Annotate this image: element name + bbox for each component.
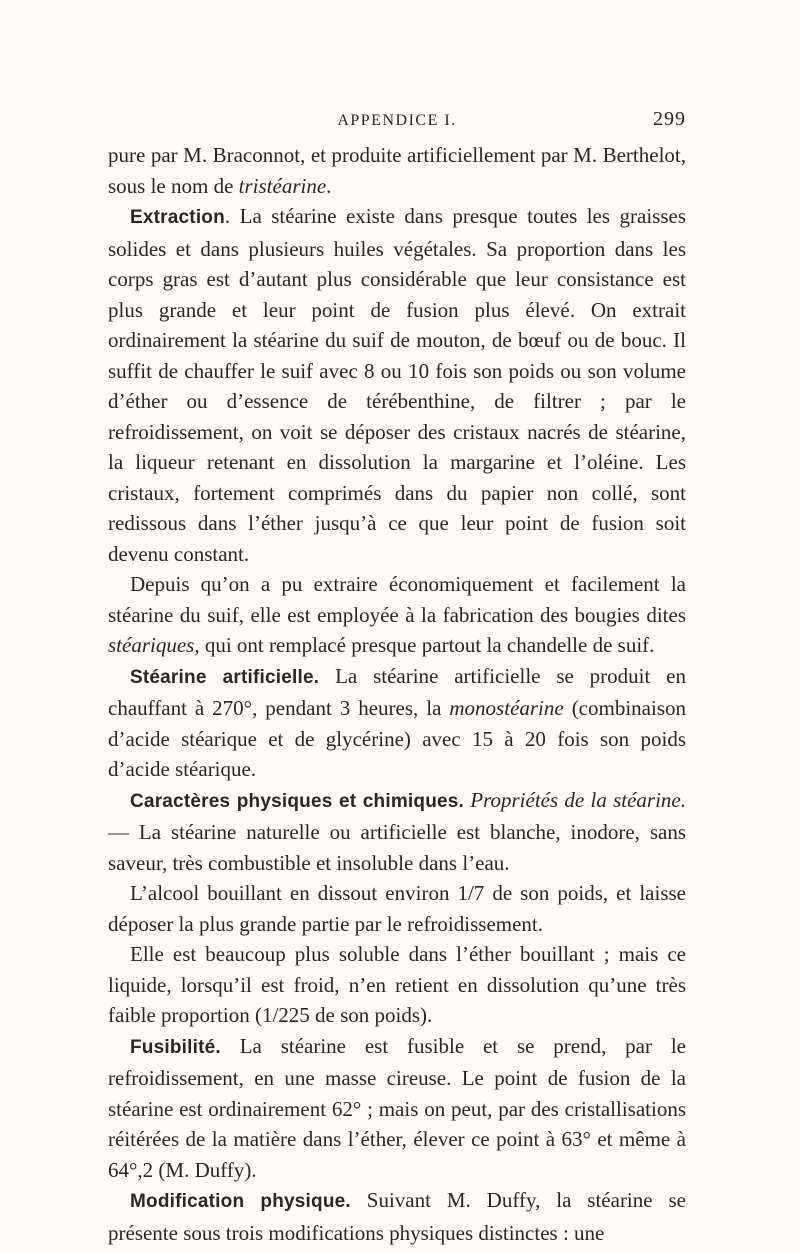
paragraph-caracteres <box>108 785 686 879</box>
heading-stearine-artificielle: Stéarine artificielle. <box>130 666 320 688</box>
paragraph-extraction <box>108 201 686 569</box>
heading-extraction: Extraction <box>130 207 225 228</box>
paragraph-1-text-2: . <box>326 173 332 198</box>
paragraph-stearine-artificielle-text-1: La stéarine artificielle se produit en chauffant à 270°, pendant 3 heures, la <box>108 663 686 720</box>
heading-caracteres: Caractères physiques et chimiques. <box>130 790 465 812</box>
running-head <box>108 108 686 138</box>
paragraph-stearine-artificielle <box>108 661 686 785</box>
paragraph-bougies-italic: stéariques <box>108 633 195 657</box>
paragraph-bougies <box>108 569 686 661</box>
paragraph-1-italic: tristéarine <box>238 173 327 198</box>
paragraph-1 <box>108 140 686 201</box>
paragraph-extraction-text: . La stéarine existe dans presque toutes les graisses solides et dans plusieurs huiles végétales. Sa proportion dans les corps gras est d’autant plus considérable que leur consistance est plus grande et leur point de fusion plus élevé. On extrait ordinairement la stéarine du suif de mouton, de bœuf ou de bouc. Il suffit de chauffer le suif avec 8 ou 10 fois son poids ou son volume d’éther ou d’essence de térébenthine, de filtrer ; par le refroidissement, on voit se déposer des cristaux nacrés de stéarine, la liqueur retenant en dissolution la margarine et l’oléine. Les cristaux, fortement comprimés dans du papier non collé, sont redissous dans l’éther jusqu’à ce que leur point de fusion soit devenu constant. <box>108 204 686 566</box>
paragraph-ether-text: Elle est beaucoup plus soluble dans l’éther bouillant ; mais ce liquide, lorsqu’il est froid, n’en retient en dissolution qu’une très faible proportion (1/225 de son poids). <box>108 942 686 1027</box>
paragraph-stearine-artificielle-text-2: (combinaison d’acide stéarique et de glycérine) avec 15 à 20 fois son poids d’acide stéarique. <box>108 696 687 781</box>
paragraph-bougies-text-2: , qui ont remplacé presque partout la chandelle de suif. <box>194 633 655 657</box>
paragraph-ether <box>108 939 686 1031</box>
heading-modification: Modification physique. <box>130 1191 351 1212</box>
paragraph-stearine-artificielle-italic: monostéarine <box>449 696 564 720</box>
paragraph-caracteres-italic: Propriétés de la stéarine. <box>464 787 686 812</box>
running-title: APPENDICE I. <box>337 112 457 129</box>
paragraph-bougies-text-1: Depuis qu’on a pu extraire économiquement et facilement la stéarine du suif, elle est employée à la fabrication des bougies dites <box>108 572 686 627</box>
paragraph-fusibilite <box>108 1031 686 1186</box>
paragraph-alcool-text: L’alcool bouillant en dissout environ 1/7 de son poids, et laisse déposer la plus grande partie par le refroidissement. <box>108 881 686 936</box>
paragraph-modification <box>108 1185 686 1248</box>
page-number: 299 <box>653 108 686 130</box>
paragraph-fusibilite-text: La stéarine est fusible et se prend, par le refroidissement, en une masse cireuse. Le point de fusion de la stéarine est ordinairement 62° ; mais on peut, par des cristallisations réitérées de la matière dans l’éther, élever ce point à 63° et même à 64°,2 (M. Duffy). <box>108 1033 686 1182</box>
paragraph-alcool <box>108 878 686 939</box>
paragraph-1-text-1: pure par M. Braconnot, et produite artificiellement par M. Berthelot, sous le nom de <box>108 143 686 198</box>
heading-fusibilite: Fusibilité. <box>130 1036 221 1058</box>
body-text <box>108 140 686 1248</box>
paragraph-caracteres-text: — La stéarine naturelle ou artificielle est blanche, inodore, sans saveur, très combustible et insoluble dans l’eau. <box>108 820 686 875</box>
paragraph-modification-text: Suivant M. Duffy, la stéarine se présente sous trois modifications physiques distinctes : une <box>108 1188 686 1245</box>
